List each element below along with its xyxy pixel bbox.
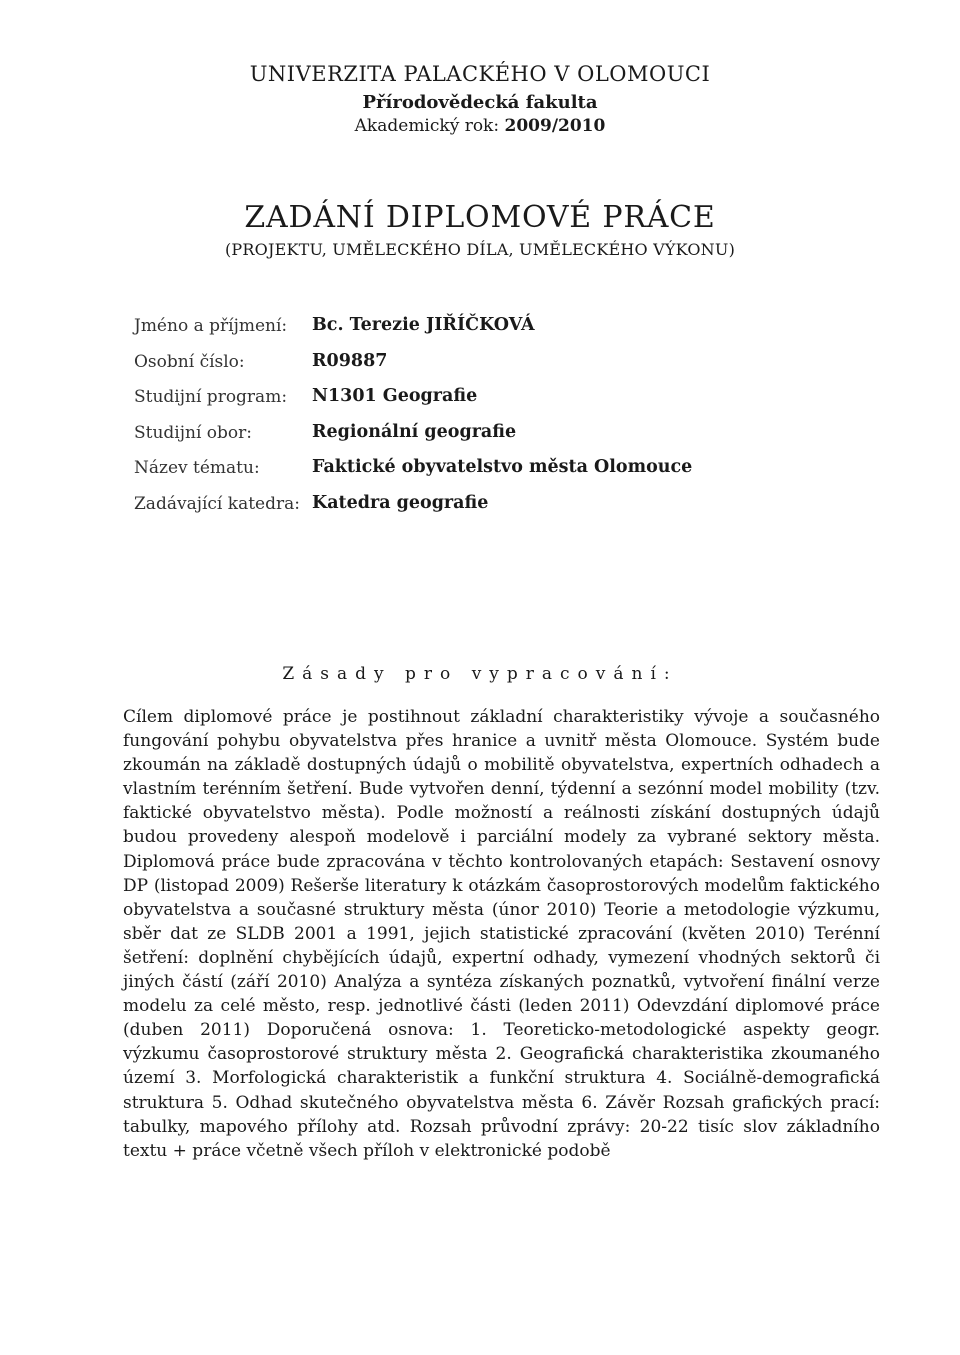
university-name: UNIVERZITA PALACKÉHO V OLOMOUCI [249, 62, 711, 86]
academic-year [0, 116, 960, 136]
field-label: Jméno a příjmení: [134, 316, 288, 336]
faculty-name: Přírodovědecká fakulta [362, 92, 598, 113]
section-body: Cílem diplomové práce je postihnout základní charakteristiky vývoje a současného fungování pohybu obyvatelstva přes hranice a uvnitř města Olomouce. Systém bude zkoumán na základě dostupných údajů o mobilitě obyvatelstva, expertních odhadech a vlastním terénním šetření. Bude vytvořen denní, týdenní a sezónní model mobility (tzv. faktické obyvatelstvo města). Podle možností a reálnosti získání dostupných údajů budou provedeny alespoň modelově i parciální modely za vybrané sektory města. Diplomová práce bude zpracována v těchto kontrolovaných etapách: Sestavení osnovy DP (listopad 2009) Rešerše literatury k otázkám časoprostorových modelům faktického obyvatelstva a současné struktury města (únor 2010) Teorie a metodologie výzkumu, sběr dat ze SLDB 2001 a 1991, jejich statistické zpracování (květen 2010) Terénní šetření: doplnění chybějících údajů, expertní odhady, vymezení vhodných sektorů či jiných částí (září 2010) Analýza a syntéza získaných poznatků, vytvoření finální verze modelu za celé město, resp. jednotlivé části (leden 2011) Odevzdání diplomové práce (duben 2011) Doporučená osnova: 1. Teoreticko-metodologické aspekty geogr. výzkumu časoprostorové struktury města 2. Geografická charakteristika zkoumaného území 3. Morfologická charakteristik a funkční struktura 4. Sociálně-demografická struktura 5. Odhad skutečného obyvatelstva města 6. Závěr Rozsah grafických prací: tabulky, mapového přílohy atd. Rozsah průvodní zprávy: 20-22 tisíc slov základního textu + práce včetně všech příloh v elektronické podobě [123, 707, 880, 1161]
field-label: Studijní program: [134, 387, 288, 408]
field-value: Bc. Terezie JIŘÍČKOVÁ [312, 315, 535, 335]
field-value: N1301 Geografie [312, 386, 478, 407]
field-label: Název tématu: [134, 458, 260, 479]
field-label: Osobní číslo: [134, 351, 245, 372]
field-label: Studijní obor: [134, 422, 253, 443]
document-subtitle: (PROJEKTU, UMĚLECKÉHO DÍLA, UMĚLECKÉHO VÝKONU) [224, 240, 736, 259]
field-value: R09887 [312, 350, 388, 371]
field-value: Faktické obyvatelstvo města Olomouce [312, 457, 693, 478]
field-label: Zadávající katedra: [134, 493, 300, 514]
document-title: ZADÁNÍ DIPLOMOVÉ PRÁCE [244, 200, 716, 235]
field-value: Regionální geografie [312, 421, 517, 442]
academic-year-label: Akademický rok: [354, 116, 500, 136]
field-value: Katedra geografie [312, 492, 489, 513]
academic-year-value: 2009/2010 [504, 116, 606, 136]
section-heading: Zásady pro vypracování: [282, 664, 678, 684]
